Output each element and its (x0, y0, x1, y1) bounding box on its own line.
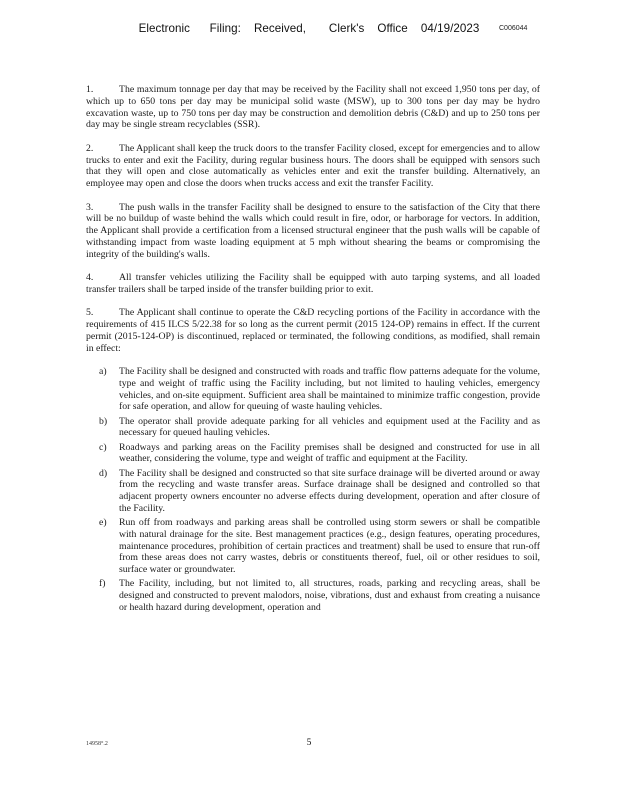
paragraph-number: 1. (86, 84, 94, 95)
paragraph-number: 5. (86, 307, 94, 319)
condition-text: The Facility, including, but not limited to, all structures, roads, parking and recycling areas, shall be designed and constructed to prevent malodors, noise, vibrations, dust and exhaust from creating a nuisance or health hazard during development, operation and (119, 578, 540, 613)
condition-text: Roadways and parking areas on the Facility premises shall be designed and constructed for use in all weather, considering the volume, type and weight of traffic and equipment at the Facility. (119, 441, 540, 465)
condition-text: The operator shall provide adequate parking for all vehicles and equipment used at the Facility and as necessary for queued hauling vehicles. (119, 415, 540, 439)
paragraph-text: The push walls in the transfer Facility shall be designed to ensure to the satisfaction of the City that there will be no buildup of waste behind the walls which could result in fire, odor, or harborage for vectors. In addition, the Applicant shall provide a certification from a licensed structural engineer that the push walls will be capable of withstanding impact from waste loading equipment at 5 mph without shearing the beams or compromising the integrity of the building's walls. (86, 201, 540, 260)
condition-item-b (86, 416, 540, 440)
paragraph-text: The maximum tonnage per day that may be received by the Facility shall not exceed 1,950 tons per day, of which up to 650 tons per day may be municipal solid waste (MSW), up to 300 tons per day may be hydro excavation waste, up to 750 tons per day may be construction and demolition debris (C&D) and up to 250 tons per day may be single stream recyclables (SSR). (86, 84, 540, 131)
condition-item-f (86, 578, 540, 613)
footer-document-id: 14958°.2 (86, 741, 108, 747)
paragraph-text: The Applicant shall continue to operate the C&D recycling portions of the Facility in accordance with the requirements of 415 ILCS 5/22.38 for so long as the current permit (2015 124-OP) remains in effect. If the current permit (2015-124-OP) is discontinued, replaced or terminated, the following conditions, as modified, shall remain in effect: (86, 307, 540, 354)
paragraph-5 (86, 307, 540, 354)
condition-letter: e) (99, 517, 107, 528)
paragraph-text: The Applicant shall keep the truck doors to the transfer Facility closed, except for emergencies and to allow trucks to enter and exit the Facility, during regular business hours. The doors shall be equipped with sensors such that they will open and close automatically as vehicles enter and exit the transfer building. Alternatively, an employee may open and close the doors when trucks access and exit the transfer Facility. (86, 142, 540, 189)
paragraph-number: 2. (86, 142, 94, 154)
paragraph-number: 4. (86, 272, 94, 283)
condition-letter: f) (99, 578, 106, 590)
conditions-list (86, 366, 540, 614)
paragraph-4 (86, 272, 540, 296)
document-body (86, 84, 540, 616)
condition-text: The Facility shall be designed and constructed so that site surface drainage will be diverted around or away from the recycling and waste transfer areas. Surface drainage shall be designed and controlled so that adjacent property owners encounter no adverse effects during development, operation and after closure of the Facility. (119, 467, 540, 514)
paragraph-3 (86, 202, 540, 261)
paragraph-2 (86, 143, 540, 190)
page-number: 5 (306, 738, 312, 748)
condition-letter: c) (99, 441, 107, 453)
condition-letter: b) (99, 415, 108, 427)
paragraph-number: 3. (86, 201, 94, 213)
condition-item-d (86, 468, 540, 515)
condition-letter: d) (99, 467, 108, 479)
condition-text: The Facility shall be designed and constructed with roads and traffic flow patterns adequate for the volume, type and weight of traffic using the Facility including, but not limited to hauling vehicles, emergency vehicles, and on-site equipment. Sufficient area shall be maintained to minimize traffic congestion, provide for safe operation, and allow for queuing of waste hauling vehicles. (119, 366, 540, 413)
filing-stamp-header: Electronic Filing: Received, Clerk's Office 04/19/2023 (138, 22, 480, 35)
paragraph-1 (86, 84, 540, 131)
condition-item-a (86, 366, 540, 413)
paragraph-text: All transfer vehicles utilizing the Facility shall be equipped with auto tarping systems, and all loaded transfer trailers shall be tarped inside of the transfer building prior to exit. (86, 272, 540, 295)
condition-item-c (86, 442, 540, 466)
condition-letter: a) (99, 366, 107, 377)
condition-item-e (86, 517, 540, 576)
filing-document-code: C006044 (499, 25, 528, 32)
condition-text: Run off from roadways and parking areas shall be controlled using storm sewers or shall be compatible with natural drainage for the site. Best management practices (e.g., design features, operating procedures, maintenance procedures, prohibition of certain practices and treatment) shall be used to ensure that run-off from these areas does not carry wastes, debris or constituents thereof, fuel, oil or other residues to soil, surface water or groundwater. (119, 517, 540, 575)
